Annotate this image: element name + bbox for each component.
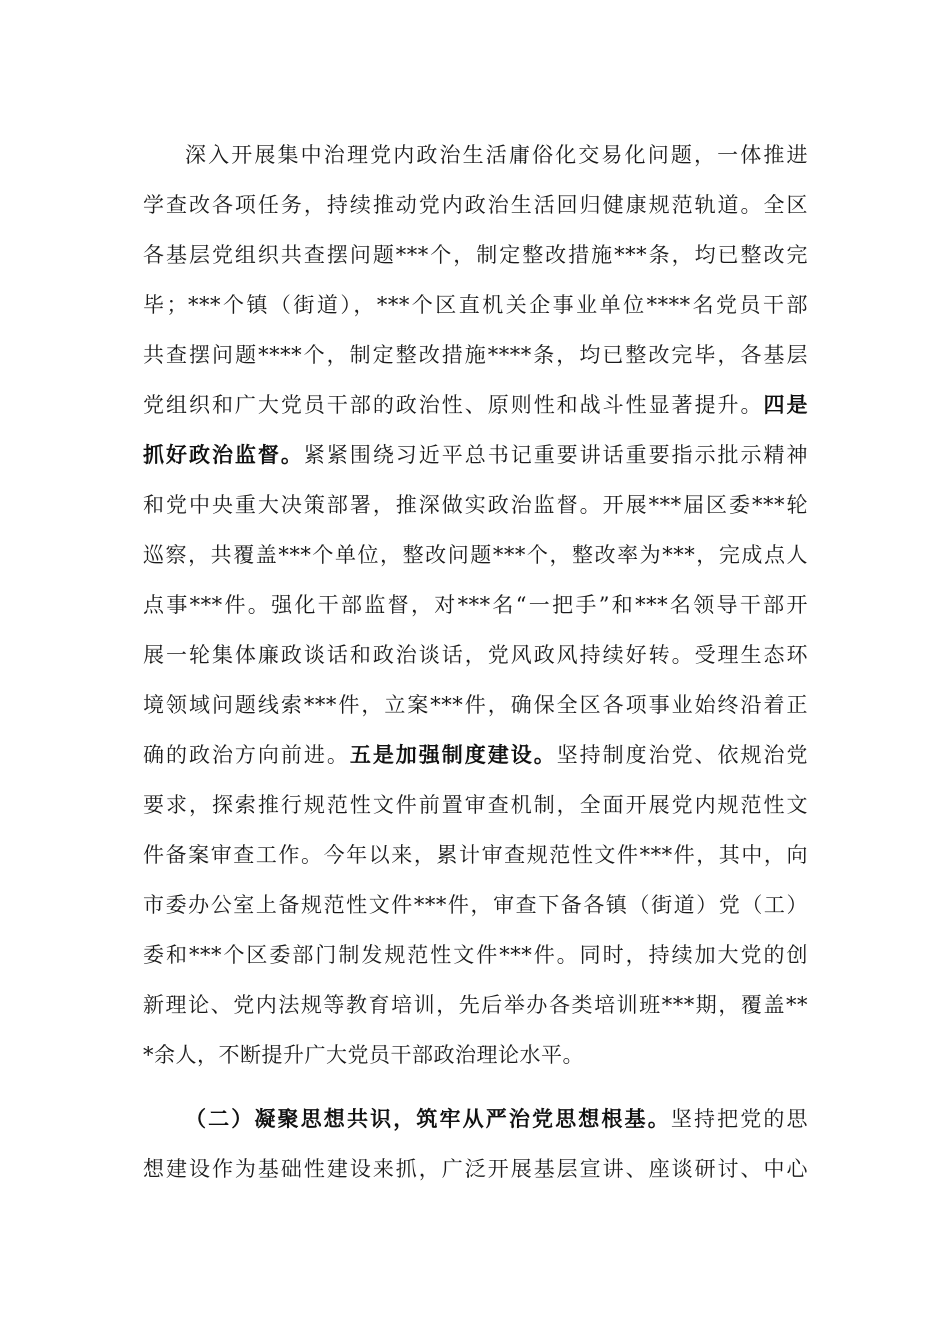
bold-heading: 四是 (763, 392, 808, 417)
paragraph-1 (143, 130, 808, 1080)
text-line: 学查改各项任务，持续推动党内政治生活回归健康规范轨道。全区 (143, 193, 808, 217)
text-line: 深入开展集中治理党内政治生活庸俗化交易化问题，一体推进 (185, 143, 808, 167)
text-line: 件备案审查工作。今年以来，累计审查规范性文件***件，其中，向 (143, 843, 808, 867)
text-line: 和党中央重大决策部署，推深做实政治监督。开展***届区委***轮 (143, 493, 808, 517)
text-line: 毕；***个镇（街道），***个区直机关企事业单位****名党员干部 (143, 293, 808, 317)
text-line: 想建设作为基础性建设来抓，广泛开展基层宣讲、座谈研讨、中心 (143, 1157, 808, 1181)
bold-heading: 五是加强制度建设。 (349, 742, 557, 767)
text-line: 委和***个区委部门制发规范性文件***件。同时，持续加大党的创 (143, 943, 808, 967)
text-line: 各基层党组织共查摆问题***个，制定整改措施***条，均已整改完 (143, 243, 808, 267)
text-line: *余人，不断提升广大党员干部政治理论水平。 (143, 1043, 584, 1067)
text-line: （二）凝聚思想共识，筑牢从严治党思想根基。坚持把党的思 (185, 1106, 809, 1131)
section-heading: （二）凝聚思想共识，筑牢从严治党思想根基。 (185, 1106, 671, 1131)
text-line: 新理论、党内法规等教育培训，先后举办各类培训班***期，覆盖** (143, 993, 808, 1017)
paragraph-2 (143, 1094, 808, 1194)
document-body (143, 130, 808, 1194)
text-line: 市委办公室上备规范性文件***件，审查下备各镇（街道）党（工） (143, 893, 808, 917)
text-line: 巡察，共覆盖***个单位，整改问题***个，整改率为***，完成点人 (143, 543, 808, 567)
text-line: 党组织和广大党员干部的政治性、原则性和战斗性显著提升。四是 (143, 392, 808, 417)
text-line: 抓好政治监督。紧紧围绕习近平总书记重要讲话重要指示批示精神 (143, 442, 808, 467)
text-line: 展一轮集体廉政谈话和政治谈话，党风政风持续好转。受理生态环 (143, 643, 808, 667)
text-line: 共查摆问题****个，制定整改措施****条，均已整改完毕，各基层 (143, 343, 808, 367)
paragraph-gap (143, 1080, 808, 1094)
text-line: 确的政治方向前进。五是加强制度建设。坚持制度治党、依规治党 (143, 742, 809, 767)
text-line: 要求，探索推行规范性文件前置审查机制，全面开展党内规范性文 (143, 793, 808, 817)
text-line: 点事***件。强化干部监督，对***名“一把手”和***名领导干部开 (143, 593, 808, 617)
bold-heading: 抓好政治监督。 (143, 442, 304, 467)
text-line: 境领域问题线索***件，立案***件，确保全区各项事业始终沿着正 (143, 693, 808, 717)
